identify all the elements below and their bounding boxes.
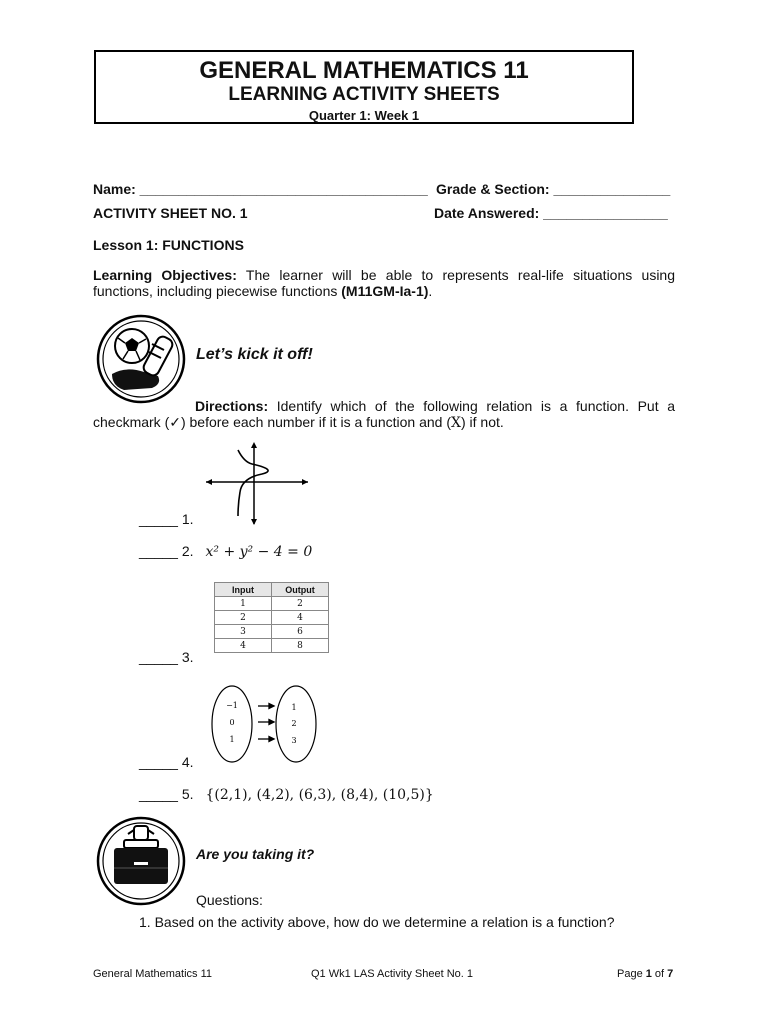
objectives-code: (M11GM-Ia-1) <box>341 283 429 299</box>
item-2-equation: x² + y² − 4 = 0 <box>205 544 313 560</box>
lesson-title: Lesson 1: FUNCTIONS <box>93 237 244 253</box>
briefcase-icon <box>96 816 186 906</box>
page-indicator <box>617 968 673 980</box>
table-cell: 6 <box>272 625 329 639</box>
objectives-end: . <box>428 283 433 299</box>
table-cell: 1 <box>215 597 272 611</box>
page-number: 1 <box>645 968 652 980</box>
table-cell: 3 <box>215 625 272 639</box>
item-4-blank: _____ 4. <box>139 754 194 770</box>
table-cell: 2 <box>272 597 329 611</box>
mapping-diagram <box>208 684 320 764</box>
domain-value: 1 <box>229 735 235 744</box>
table-cell: 2 <box>215 611 272 625</box>
directions-label: Directions: <box>195 398 269 414</box>
question-1: 1. Based on the activity above, how do we determine a relation is a function? <box>139 914 615 930</box>
directions-text-2: ) before each number if it is a function and ( <box>180 414 452 430</box>
directions <box>93 398 675 431</box>
footer-center: Q1 Wk1 LAS Activity Sheet No. 1 <box>311 968 474 980</box>
range-value: 2 <box>291 719 297 728</box>
table-header-input: Input <box>215 583 272 597</box>
table-cell: 8 <box>272 639 329 653</box>
item-5-blank: _____ 5. <box>139 786 194 802</box>
item-2 <box>139 543 312 560</box>
item-1 <box>139 511 194 527</box>
table-header-output: Output <box>272 583 329 597</box>
checkmark-symbol: ✓ <box>169 415 181 431</box>
domain-value: 0 <box>229 718 235 727</box>
table-row <box>215 611 329 625</box>
footer-left: General Mathematics 11 <box>93 968 213 980</box>
table-cell: 4 <box>272 611 329 625</box>
document-title: GENERAL MATHEMATICS 11 <box>199 57 529 84</box>
section-heading-taking-it: Are you taking it? <box>196 846 315 862</box>
item-3-blank: _____ 3. <box>139 649 194 665</box>
input-output-table <box>214 582 329 653</box>
domain-value: −1 <box>226 701 238 710</box>
directions-text-3: ) if not. <box>460 414 504 430</box>
learning-objectives <box>93 267 675 299</box>
objectives-label: Learning Objectives: <box>93 267 237 283</box>
quarter-label: Quarter 1: Week 1 <box>308 108 420 123</box>
table-row <box>215 597 329 611</box>
table-row <box>215 639 329 653</box>
grade-section-field: Grade & Section: _______________ <box>436 181 671 197</box>
section-heading-kick-off: Let’s kick it off! <box>196 346 313 363</box>
objectives-text: The learner will be able to represents real-life situations using functions, including piecewise functions <box>93 267 676 299</box>
page-total: 7 <box>667 968 674 980</box>
table-cell: 4 <box>215 639 272 653</box>
table-header-row <box>215 583 329 597</box>
questions-label: Questions: <box>196 892 263 908</box>
soccer-ball-icon <box>96 314 186 404</box>
range-value: 1 <box>291 703 297 712</box>
relation-graph <box>202 440 312 526</box>
document-subtitle: LEARNING ACTIVITY SHEETS <box>228 84 500 105</box>
item-5 <box>139 786 434 803</box>
name-field: Name: _____________________________________ <box>93 181 428 197</box>
item-1-blank: _____ 1. <box>139 511 194 527</box>
directions-text-1: Identify which of the following relation is a function. Put a checkmark ( <box>93 398 675 430</box>
date-answered-field: Date Answered: ________________ <box>434 205 668 221</box>
title-box <box>94 50 634 124</box>
item-3 <box>139 649 194 665</box>
table-row <box>215 625 329 639</box>
item-2-blank: _____ 2. <box>139 543 194 559</box>
x-mark-symbol: X <box>451 415 461 431</box>
page-prefix: Page <box>617 968 646 980</box>
page-mid: of <box>651 968 668 980</box>
range-value: 3 <box>291 736 297 745</box>
item-5-set: {(2,1), (4,2), (6,3), (8,4), (10,5)} <box>205 787 434 803</box>
activity-sheet-number: ACTIVITY SHEET NO. 1 <box>93 205 248 221</box>
item-4 <box>139 754 194 770</box>
